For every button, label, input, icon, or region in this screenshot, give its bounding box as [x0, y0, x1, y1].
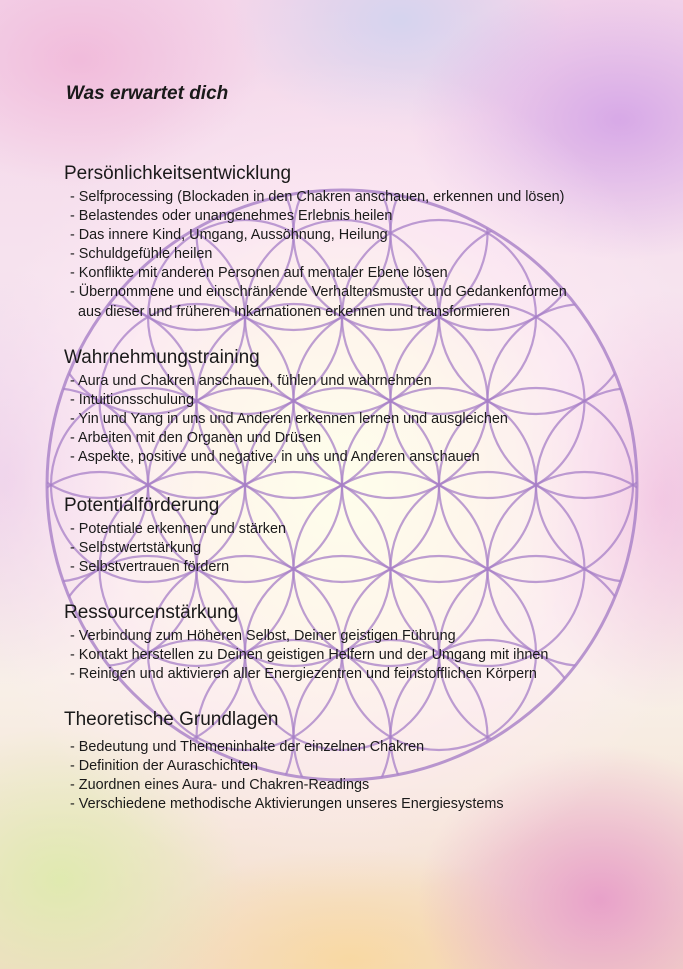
- list-item: - Selbstvertrauen fördern: [66, 559, 230, 576]
- list-item: - Zuordnen eines Aura- und Chakren-Readings: [66, 777, 370, 794]
- list-item: - Potentiale erkennen und stärken: [66, 521, 286, 537]
- list-item: - Verbindung zum Höheren Selbst, Deiner geistigen Führung: [66, 628, 456, 644]
- list-item: - Definition der Auraschichten: [66, 758, 258, 775]
- list-item: - Reinigen und aktivieren aller Energiezentren und feinstofflichen Körpern: [66, 666, 537, 683]
- page-title: Was erwartet dich: [66, 83, 229, 104]
- section-heading: Theoretische Grundlagen: [64, 709, 279, 730]
- list-item: aus dieser und früheren Inkarnationen erkennen und transformieren: [66, 303, 510, 320]
- list-item: - Selbstwertstärkung: [66, 540, 202, 557]
- section-heading: Persönlichkeitsentwicklung: [64, 163, 292, 184]
- section-persoenlichkeitsentwicklung: [64, 162, 664, 322]
- section-theoretische-grundlagen: [64, 708, 664, 814]
- list-item: - Das innere Kind, Umgang, Aussöhnung, Heilung: [66, 227, 388, 244]
- section-heading: Ressourcenstärkung: [64, 602, 239, 623]
- section-wahrnehmungstraining: [64, 346, 664, 467]
- list-item: - Kontakt herstellen zu Deinen geistigen Helfern und der Umgang mit ihnen: [66, 647, 549, 664]
- list-item: - Aura und Chakren anschauen, fühlen und wahrnehmen: [66, 373, 432, 389]
- list-item: - Intuitionsschulung: [66, 392, 194, 409]
- list-item: - Übernommene und einschränkende Verhaltensmuster und Gedankenformen: [66, 284, 567, 301]
- section-heading: Potentialförderung: [64, 495, 220, 516]
- list-item: - Verschiedene methodische Aktivierungen unseres Energiesystems: [66, 796, 504, 813]
- list-item: - Aspekte, positive und negative, in uns und Anderen anschauen: [66, 449, 480, 466]
- list-item: - Arbeiten mit den Organen und Drüsen: [66, 430, 322, 447]
- list-item: - Schuldgefühle heilen: [66, 246, 213, 263]
- list-item: - Belastendes oder unangenehmes Erlebnis heilen: [66, 208, 393, 225]
- list-item: - Yin und Yang in uns und Anderen erkennen lernen und ausgleichen: [66, 411, 508, 428]
- section-potentialfoerderung: [64, 494, 664, 577]
- list-item: - Konflikte mit anderen Personen auf mentaler Ebene lösen: [66, 265, 448, 282]
- section-ressourcenstaerkung: [64, 601, 664, 684]
- section-heading: Wahrnehmungstraining: [64, 347, 260, 368]
- list-item: - Bedeutung und Themeninhalte der einzelnen Chakren: [66, 739, 425, 755]
- list-item: - Selfprocessing (Blockaden in den Chakren anschauen, erkennen und lösen): [66, 189, 565, 205]
